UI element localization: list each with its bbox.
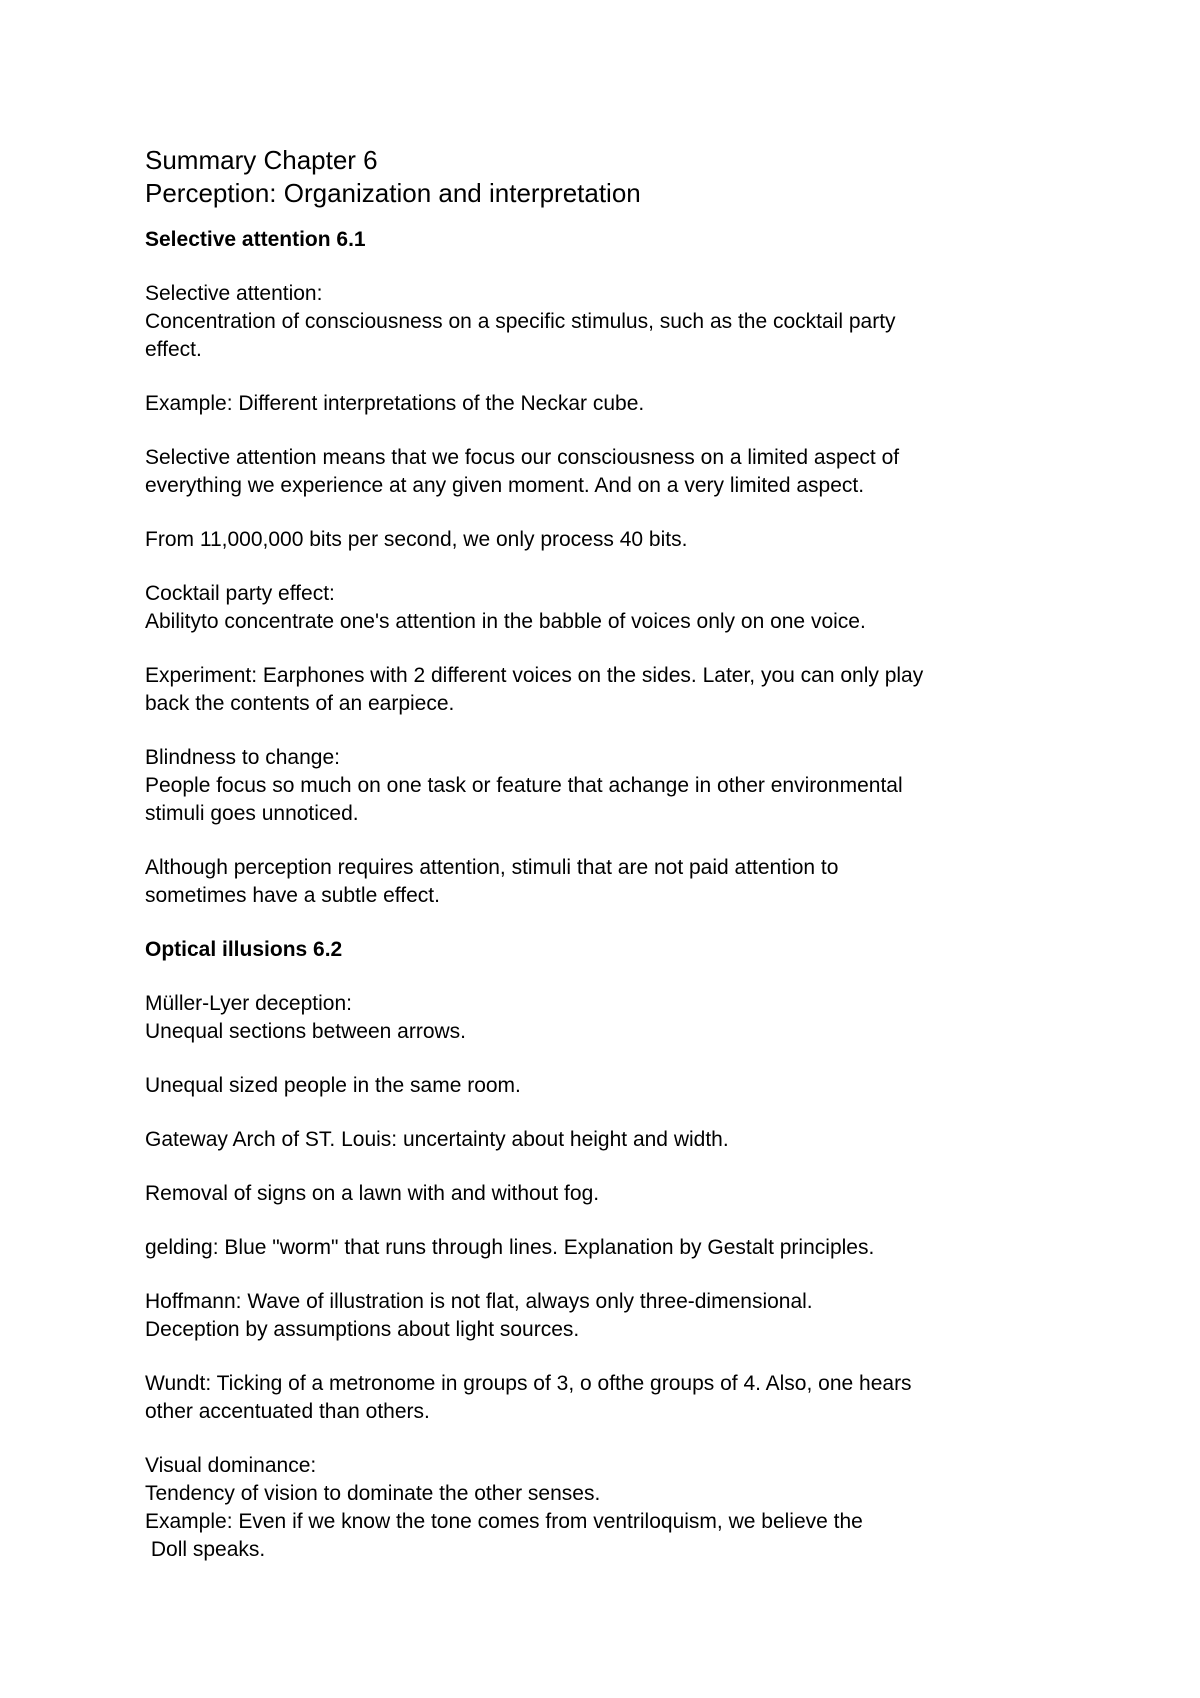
paragraph-line: Tendency of vision to dominate the other senses.: [145, 1482, 601, 1505]
paragraph-line: effect.: [145, 338, 202, 361]
title-line-2: Perception: Organization and interpretation: [145, 178, 641, 208]
paragraph-line: Müller-Lyer deception:: [145, 992, 352, 1015]
paragraph-line: Concentration of consciousness on a specific stimulus, such as the cocktail party: [145, 310, 896, 333]
paragraph: [145, 1180, 1065, 1208]
paragraph: [145, 580, 1065, 636]
paragraph-line: Unequal sections between arrows.: [145, 1020, 467, 1043]
paragraph: [145, 744, 1065, 828]
paragraph-line: Unequal sized people in the same room.: [145, 1074, 521, 1097]
paragraph-line: Hoffmann: Wave of illustration is not flat, always only three-dimensional.: [145, 1290, 813, 1313]
paragraph: [145, 662, 1065, 718]
document-body: [145, 210, 1065, 1564]
paragraph-line: other accentuated than others.: [145, 1400, 430, 1423]
paragraph-line: Visual dominance:: [145, 1454, 317, 1477]
paragraph: [145, 1452, 1065, 1564]
title-line-1: Summary Chapter 6: [145, 145, 378, 175]
paragraph: [145, 1126, 1065, 1154]
paragraph-line: Selective attention means that we focus our consciousness on a limited aspect of: [145, 446, 900, 469]
paragraph-line: Wundt: Ticking of a metronome in groups of 3, o ofthe groups of 4. Also, one hears: [145, 1372, 912, 1395]
paragraph-line: Selective attention:: [145, 282, 323, 305]
paragraph-line: Removal of signs on a lawn with and without fog.: [145, 1182, 600, 1205]
paragraph: [145, 854, 1065, 910]
paragraph-line: back the contents of an earpiece.: [145, 692, 455, 715]
section-heading: Optical illusions 6.2: [145, 938, 343, 961]
paragraph-line: Cocktail party effect:: [145, 582, 335, 605]
paragraph-line: Gateway Arch of ST. Louis: uncertainty about height and width.: [145, 1128, 729, 1151]
paragraph-line: everything we experience at any given moment. And on a very limited aspect.: [145, 474, 865, 497]
paragraph: [145, 1234, 1065, 1262]
paragraph-line: Doll speaks.: [145, 1538, 266, 1561]
paragraph-line: Experiment: Earphones with 2 different voices on the sides. Later, you can only play: [145, 664, 924, 687]
document-page: [145, 144, 1065, 1564]
paragraph: [145, 526, 1065, 554]
paragraph: [145, 1288, 1065, 1344]
document-title: [145, 144, 1065, 210]
paragraph-line: From 11,000,000 bits per second, we only process 40 bits.: [145, 528, 688, 551]
paragraph-line: stimuli goes unnoticed.: [145, 802, 359, 825]
paragraph-line: gelding: Blue "worm" that runs through lines. Explanation by Gestalt principles.: [145, 1236, 875, 1259]
paragraph-line: Deception by assumptions about light sources.: [145, 1318, 580, 1341]
paragraph-line: Blindness to change:: [145, 746, 340, 769]
paragraph: [145, 1370, 1065, 1426]
paragraph-line: Example: Even if we know the tone comes from ventriloquism, we believe the: [145, 1510, 863, 1533]
paragraph-line: Example: Different interpretations of the Neckar cube.: [145, 392, 645, 415]
paragraph: [145, 1072, 1065, 1100]
paragraph: [145, 444, 1065, 500]
paragraph-line: People focus so much on one task or feature that achange in other environmental: [145, 774, 903, 797]
paragraph: [145, 390, 1065, 418]
paragraph-line: Although perception requires attention, stimuli that are not paid attention to: [145, 856, 839, 879]
section-heading: Selective attention 6.1: [145, 228, 366, 251]
paragraph-line: sometimes have a subtle effect.: [145, 884, 440, 907]
paragraph: [145, 280, 1065, 364]
paragraph: [145, 990, 1065, 1046]
paragraph-line: Abilityto concentrate one's attention in the babble of voices only on one voice.: [145, 610, 866, 633]
